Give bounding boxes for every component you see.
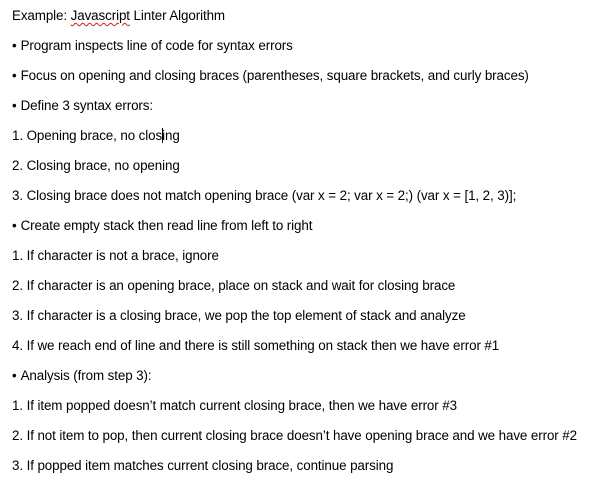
list-item-step-1 [12, 248, 219, 264]
list-item-text: 1. If character is not a brace, ignore [12, 248, 219, 263]
bullet-focus-on-braces [12, 68, 529, 84]
bullet-marker: • [12, 98, 17, 113]
list-item-text: 3. Closing brace does not match opening brace (var x = 2; var x = 2;) (var x = [1, 2, 3)]; [12, 188, 517, 203]
bullet-text: Focus on opening and closing braces (parentheses, square brackets, and curly braces) [20, 68, 529, 83]
list-item-text: 4. If we reach end of line and there is still something on stack then we have error #1 [12, 338, 500, 353]
bullet-text: Define 3 syntax errors: [20, 98, 153, 113]
list-item-step-2 [12, 278, 455, 294]
list-item-text: 2. If not item to pop, then current closing brace doesn’t have opening brace and we have error #2 [12, 428, 577, 443]
bullet-analysis [12, 368, 152, 384]
list-item-error-3 [12, 188, 516, 204]
list-item-step-3 [12, 308, 466, 324]
bullet-marker: • [12, 38, 17, 53]
bullet-define-errors [12, 98, 153, 114]
document-heading [12, 8, 225, 24]
bullet-marker: • [12, 218, 17, 233]
list-item-text: 1. If item popped doesn’t match current closing brace, then we have error #3 [12, 398, 457, 413]
list-item-text: 3. If character is a closing brace, we pop the top element of stack and analyze [12, 308, 466, 323]
list-item-text-before-cursor: 1. Opening brace, no clos [12, 128, 163, 143]
heading-suffix: Linter Algorithm [129, 8, 225, 23]
bullet-marker: • [12, 368, 17, 383]
bullet-marker: • [12, 68, 17, 83]
heading-prefix: Example: [12, 8, 71, 23]
bullet-text: Create empty stack then read line from left to right [20, 218, 313, 233]
list-item-text: 3. If popped item matches current closing brace, continue parsing [12, 458, 394, 473]
bullet-program-inspects [12, 38, 293, 54]
list-item-error-1 [12, 128, 180, 144]
bullet-create-stack [12, 218, 312, 234]
bullet-text: Program inspects line of code for syntax errors [20, 38, 293, 53]
list-item-text: 2. If character is an opening brace, place on stack and wait for closing brace [12, 278, 456, 293]
list-item-error-2 [12, 158, 180, 174]
list-item-analysis-3 [12, 458, 393, 474]
list-item-analysis-1 [12, 398, 457, 414]
list-item-analysis-2 [12, 428, 577, 444]
misspelled-word[interactable]: Javascript [70, 8, 130, 23]
bullet-text: Analysis (from step 3): [20, 368, 152, 383]
list-item-text-after-cursor: ing [162, 128, 180, 143]
list-item-text: 2. Closing brace, no opening [12, 158, 180, 173]
list-item-step-4 [12, 338, 499, 354]
